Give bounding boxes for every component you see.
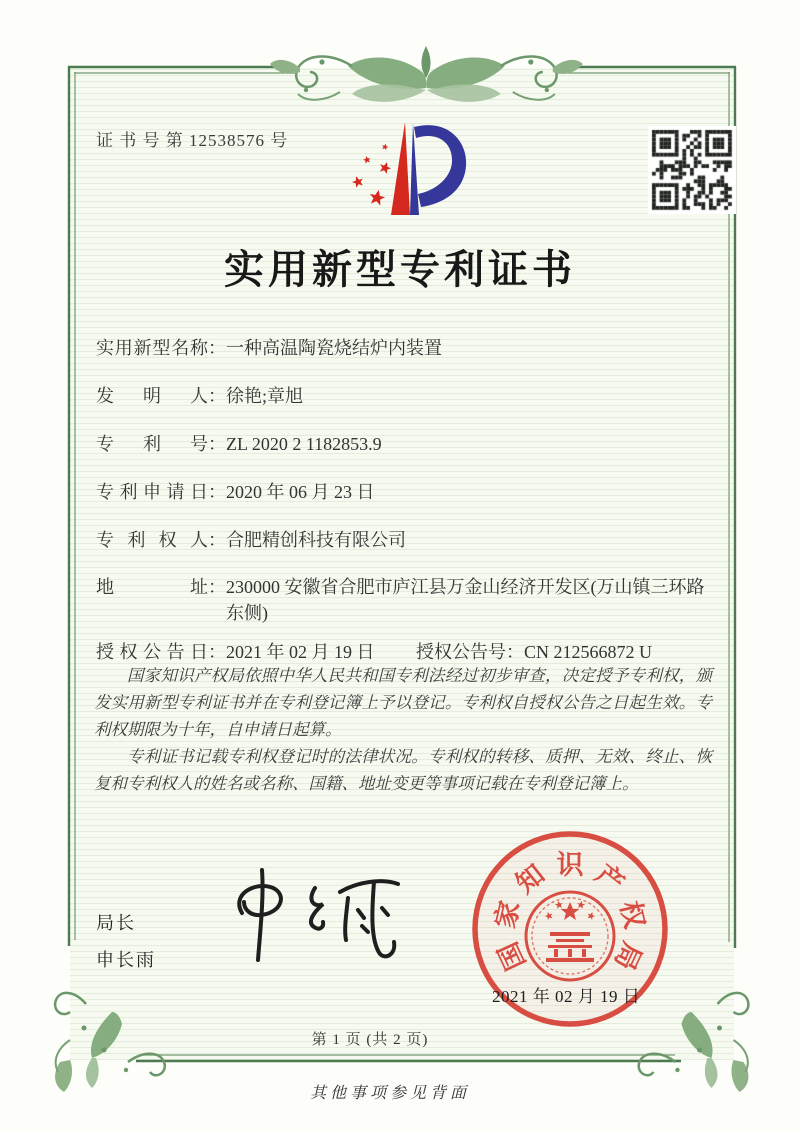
colon: ： bbox=[208, 577, 226, 597]
field-list bbox=[96, 334, 712, 686]
field-value-grant-no: CN 212566872 U bbox=[524, 642, 653, 662]
cnipa-logo-icon bbox=[330, 110, 490, 237]
field-row-filing-date bbox=[96, 478, 712, 506]
back-side-note: 其他事项参见背面 bbox=[309, 1085, 470, 1102]
field-row-address bbox=[96, 574, 712, 626]
field-label-grant-no: 授权公告号 bbox=[416, 642, 506, 662]
director-signature bbox=[212, 858, 412, 970]
svg-text:局: 局 bbox=[608, 937, 648, 975]
field-value: 合肥精创科技有限公司 bbox=[226, 530, 406, 550]
director-name: 申长雨 bbox=[96, 950, 156, 970]
field-value: 2021 年 02 月 19 日 bbox=[226, 642, 375, 662]
svg-text:权: 权 bbox=[614, 898, 651, 932]
legal-text bbox=[94, 662, 712, 797]
field-value: 一种高温陶瓷烧结炉内装置 bbox=[226, 338, 442, 358]
colon: ： bbox=[506, 642, 524, 662]
page-number: 第 1 页 (共 2 页) bbox=[311, 1032, 429, 1048]
field-row-inventor bbox=[96, 382, 712, 410]
field-label: 专利权人 bbox=[96, 530, 208, 550]
field-value: 2020 年 06 月 23 日 bbox=[226, 482, 375, 502]
legal-paragraph-2: 专利证书记载专利权登记时的法律状况。专利权的转移、质押、无效、终止、恢复和专利权人的姓名或名称、国籍、地址变更等事项记载在专利登记簿上。 bbox=[94, 747, 712, 793]
colon: ： bbox=[208, 434, 226, 454]
colon: ： bbox=[208, 338, 226, 358]
field-row-patent-number bbox=[96, 430, 712, 458]
top-flourish-ornament bbox=[270, 46, 583, 102]
svg-text:知: 知 bbox=[510, 858, 551, 900]
svg-text:家: 家 bbox=[489, 898, 526, 932]
svg-text:识: 识 bbox=[556, 850, 584, 880]
field-row-name bbox=[96, 334, 712, 362]
director-title: 局长 bbox=[96, 913, 136, 933]
director-block bbox=[96, 905, 156, 979]
field-label: 授权公告日 bbox=[96, 642, 208, 662]
colon: ： bbox=[208, 482, 226, 502]
field-value: 徐艳;章旭 bbox=[226, 386, 304, 406]
colon: ： bbox=[208, 530, 226, 550]
field-label: 实用新型名称 bbox=[96, 338, 208, 358]
svg-text:产: 产 bbox=[589, 858, 630, 900]
field-row-patentee bbox=[96, 526, 712, 554]
field-value: ZL 2020 2 1182853.9 bbox=[226, 434, 382, 454]
colon: ： bbox=[208, 642, 226, 662]
legal-paragraph-1: 国家知识产权局依照中华人民共和国专利法经过初步审查，决定授予专利权，颁发实用新型专利证书并在专利登记簿上予以登记。专利权自授权公告之日起生效。专利权期限为十年，自申请日起算。 bbox=[94, 666, 712, 739]
qr-code bbox=[648, 126, 736, 214]
certificate-number: 证 书 号 第 12538576 号 bbox=[96, 131, 289, 150]
field-value: 230000 安徽省合肥市庐江县万金山经济开发区(万山镇三环路东侧) bbox=[226, 577, 705, 623]
field-label: 地址 bbox=[96, 577, 208, 597]
certificate-title: 实用新型专利证书 bbox=[224, 247, 576, 292]
field-label: 发明人 bbox=[96, 386, 208, 406]
colon: ： bbox=[208, 386, 226, 406]
field-label: 专利申请日 bbox=[96, 482, 208, 502]
field-label: 专利号 bbox=[96, 434, 208, 454]
seal-date: 2021 年 02 月 19 日 bbox=[492, 987, 641, 1006]
svg-text:国: 国 bbox=[492, 937, 532, 975]
